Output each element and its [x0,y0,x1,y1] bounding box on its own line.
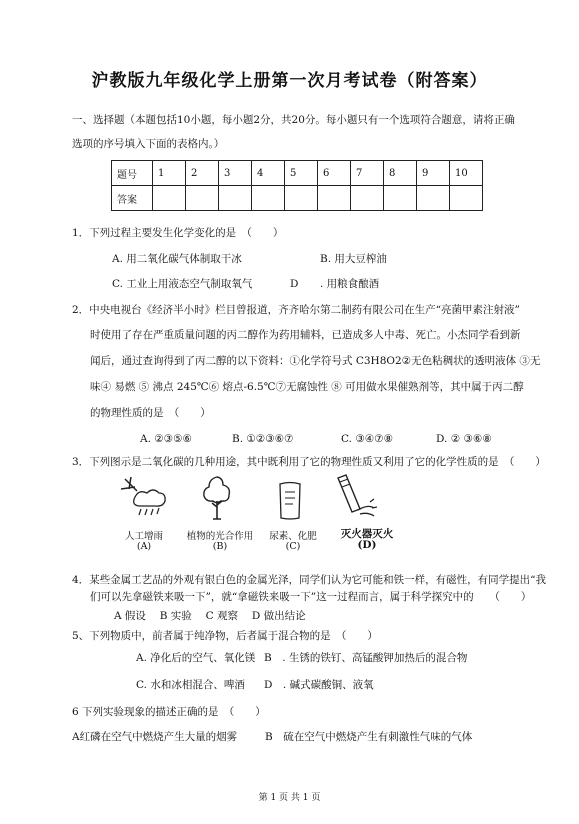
q2-option-d: D. ② ③⑥⑧ [436,433,492,445]
answer-cell[interactable] [186,186,219,211]
answer-cell[interactable] [285,186,318,211]
q3-letter-a: (A) [136,541,152,552]
q5-option-a: A. 净化后的空气、氧化镁 [136,652,256,664]
q1-option-d-label: D [290,278,299,290]
fertilizer-bag-image [276,480,304,522]
artificial-rain-image [117,475,172,523]
q2-option-b: B. ①②③⑥⑦ [232,433,294,445]
q1-option-c: C. 工业上用液态空气制取氧气 [112,278,253,290]
page-title: 沪教版九年级化学上册第一次月考试卷（附答案） [91,71,488,91]
table-row-answers [112,186,483,211]
q3-caption-b: 植物的光合作用 [186,531,254,542]
table-cell-number: 10 [450,161,483,186]
answer-cell[interactable] [318,186,351,211]
table-row-numbers [112,161,483,186]
q2-line1: 2．中央电视台《经济半小时》栏目曾报道，齐齐哈尔第二制药有限公司在生产“亮菌甲素注射液” [72,304,520,316]
q3-caption-d: 灭火器灭火 [340,528,394,540]
table-cell-number: 7 [351,161,384,186]
q5-option-c: C. 水和冰相混合、啤酒 [136,679,245,691]
answer-cell[interactable] [450,186,483,211]
table-cell-number: 9 [417,161,450,186]
answer-cell[interactable] [153,186,186,211]
answer-cell[interactable] [351,186,384,211]
q1-stem: 1．下列过程主要发生化学变化的是 （ ） [72,227,284,239]
table-cell-number: 8 [384,161,417,186]
q2-line3: 闻后，通过查询得到了丙二醇的以下资料：①化学符号式 C3H8O2②无色粘稠状的透明液体 ③无 [90,355,541,367]
q4-line1: 4．某些金属工艺品的外观有银白色的金属光泽，同学们认为它可能和铁一样，有磁性，有同学提出“我 [72,574,547,586]
answer-cell[interactable] [219,186,252,211]
table-cell-number: 5 [285,161,318,186]
q3-letter-b: (B) [212,541,228,552]
q5-option-d: D . 碱式碳酸铜、液氧 [264,679,374,691]
q2-line2: 时使用了存在严重质量问题的丙二醇作为药用辅料，已造成多人中毒、死亡。小杰同学看到新 [90,329,521,341]
fire-extinguisher-image [330,472,380,522]
tree-image [198,473,236,525]
q1-option-a: A. 用二氧化碳气体制取干冰 [112,253,242,265]
section-instructions-line2: 选项的序号填入下面的表格内。） [72,138,225,150]
section-instructions-line1: 一、选择题（本题包括10小题，每小题2分，共20分。每小题只有一个选项符合题意，请将正确 [72,114,515,126]
q6-option-b: B 硫在空气中燃烧产生有刺激性气味的气体 [265,731,473,743]
answer-cell[interactable] [384,186,417,211]
q6-option-a: A红磷在空气中燃烧产生大量的烟雾 [72,731,238,743]
q2-line4: 味④ 易燃 ⑤ 沸点 245℃⑥ 熔点-6.5℃⑦无腐蚀性 ⑧ 可用做水果催熟剂等，其中属于丙二醇 [90,381,524,393]
q3-letter-c: (C) [285,541,301,552]
q3-caption-c: 尿素、化肥 [269,531,317,542]
q2-option-a: A. ②③⑤⑥ [140,433,192,445]
table-cell-number: 1 [153,161,186,186]
table-cell-number: 6 [318,161,351,186]
q3-letter-d: (D) [357,539,377,551]
q3-stem: 3．下列图示是二氧化碳的几种用途，其中既利用了它的物理性质又利用了它的化学性质的是 （ ） [72,456,546,468]
q6-stem: 6 下列实验现象的描述正确的是 （ ） [72,706,266,718]
q1-option-b: B. 用大豆榨油 [320,253,387,265]
table-header-answer: 答案 [112,186,153,211]
q3-caption-a: 人工增雨 [124,531,163,542]
q4-options: A 假设 B 实验 C 观察 D 做出结论 [114,610,306,622]
q5-stem: 5、下列物质中，前者属于纯净物，后者属于混合物的是 （ ） [72,630,378,642]
answer-table [111,160,483,211]
q2-option-c: C. ③④⑦⑧ [341,433,393,445]
table-header-question: 题号 [112,161,153,186]
table-cell-number: 3 [219,161,252,186]
q1-option-d: . 用粮食酿酒 [320,278,380,290]
table-cell-number: 2 [186,161,219,186]
q2-line5: 的物理性质的是 （ ） [90,407,211,419]
page-footer: 第 1 页 共 1 页 [258,793,321,803]
q5-option-b: B . 生锈的铁钉、高锰酸钾加热后的混合物 [264,652,468,664]
answer-cell[interactable] [417,186,450,211]
answer-cell[interactable] [252,186,285,211]
q4-line2: 们可以先拿磁铁来吸一下”，就“拿磁铁来吸一下”这一过程而言，属于科学探究中的 （ ） [90,591,532,603]
table-cell-number: 4 [252,161,285,186]
